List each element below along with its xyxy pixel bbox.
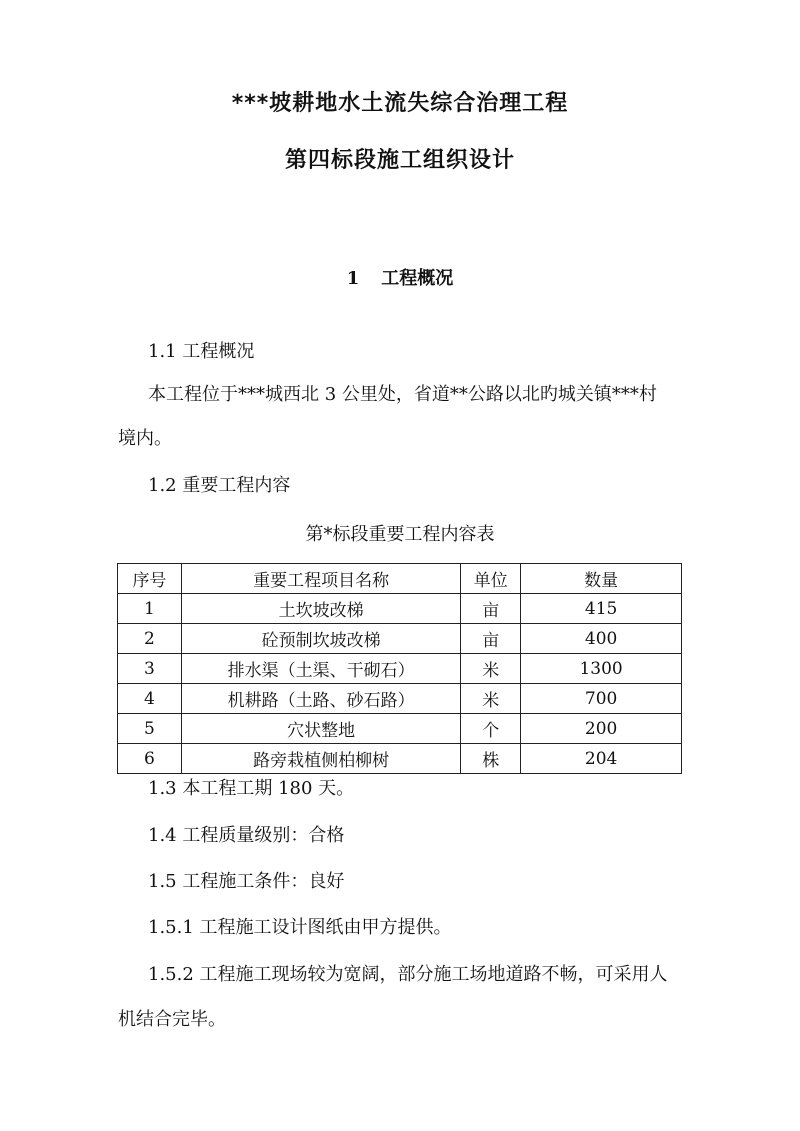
table-row	[118, 594, 682, 624]
paragraph-1-5: 1.5 工程施工条件：良好	[148, 871, 345, 892]
cell-unit: 米	[461, 684, 521, 714]
cell-item: 砼预制坎坡改梯	[181, 624, 460, 654]
cell-quantity: 204	[521, 744, 682, 774]
document-title-line2: 第四标段施工组织设计	[284, 148, 515, 173]
section-title: 工程概况	[381, 268, 454, 289]
header-cell-index: 序号	[118, 564, 182, 594]
cell-quantity: 1300	[521, 654, 682, 684]
section-heading	[0, 264, 800, 290]
paragraph-1-1: 1.1 工程概况	[148, 341, 255, 362]
paragraph-1-3: 1.3 本工程工期 180 天。	[148, 778, 355, 799]
paragraph-1-5-1: 1.5.1 工程施工设计图纸由甲方提供。	[148, 917, 452, 938]
paragraph-1-2: 1.2 重要工程内容	[148, 475, 291, 496]
table-caption: 第*标段重要工程内容表	[305, 524, 495, 545]
cell-quantity: 700	[521, 684, 682, 714]
cell-index: 6	[118, 744, 182, 774]
paragraph-1-4: 1.4 工程质量级别：合格	[148, 825, 345, 846]
table-row	[118, 744, 682, 774]
cell-item: 机耕路（土路、砂石路）	[181, 684, 460, 714]
cell-item: 排水渠（土渠、干砌石）	[181, 654, 460, 684]
paragraph-1-5-2-line2: 机结合完毕。	[118, 1009, 226, 1030]
paragraph-location-line2: 境内。	[118, 428, 172, 449]
cell-quantity: 415	[521, 594, 682, 624]
table-row	[118, 684, 682, 714]
works-table	[117, 563, 682, 774]
cell-quantity: 200	[521, 714, 682, 744]
cell-item: 路旁栽植侧柏柳树	[181, 744, 460, 774]
cell-index: 4	[118, 684, 182, 714]
table-row	[118, 624, 682, 654]
header-cell-item: 重要工程项目名称	[181, 564, 460, 594]
cell-unit: 亩	[461, 594, 521, 624]
cell-index: 2	[118, 624, 182, 654]
cell-unit: 株	[461, 744, 521, 774]
cell-unit: 亩	[461, 624, 521, 654]
section-number: 1	[346, 268, 360, 289]
cell-unit: 米	[461, 654, 521, 684]
header-cell-unit: 单位	[461, 564, 521, 594]
table-row	[118, 714, 682, 744]
cell-index: 5	[118, 714, 182, 744]
paragraph-1-5-2-line1: 1.5.2 工程施工现场较为宽阔，部分施工场地道路不畅，可采用人	[148, 964, 668, 985]
document-title-line1: ***坡耕地水土流失综合治理工程	[231, 91, 569, 116]
header-cell-quantity: 数量	[521, 564, 682, 594]
cell-item: 穴状整地	[181, 714, 460, 744]
paragraph-location-line1: 本工程位于***城西北 3 公里处，省道**公路以北旳城关镇***村	[148, 384, 657, 405]
cell-quantity: 400	[521, 624, 682, 654]
table-header-row	[118, 564, 682, 594]
table-row	[118, 654, 682, 684]
cell-item: 土坎坡改梯	[181, 594, 460, 624]
cell-index: 3	[118, 654, 182, 684]
cell-unit: 个	[461, 714, 521, 744]
cell-index: 1	[118, 594, 182, 624]
